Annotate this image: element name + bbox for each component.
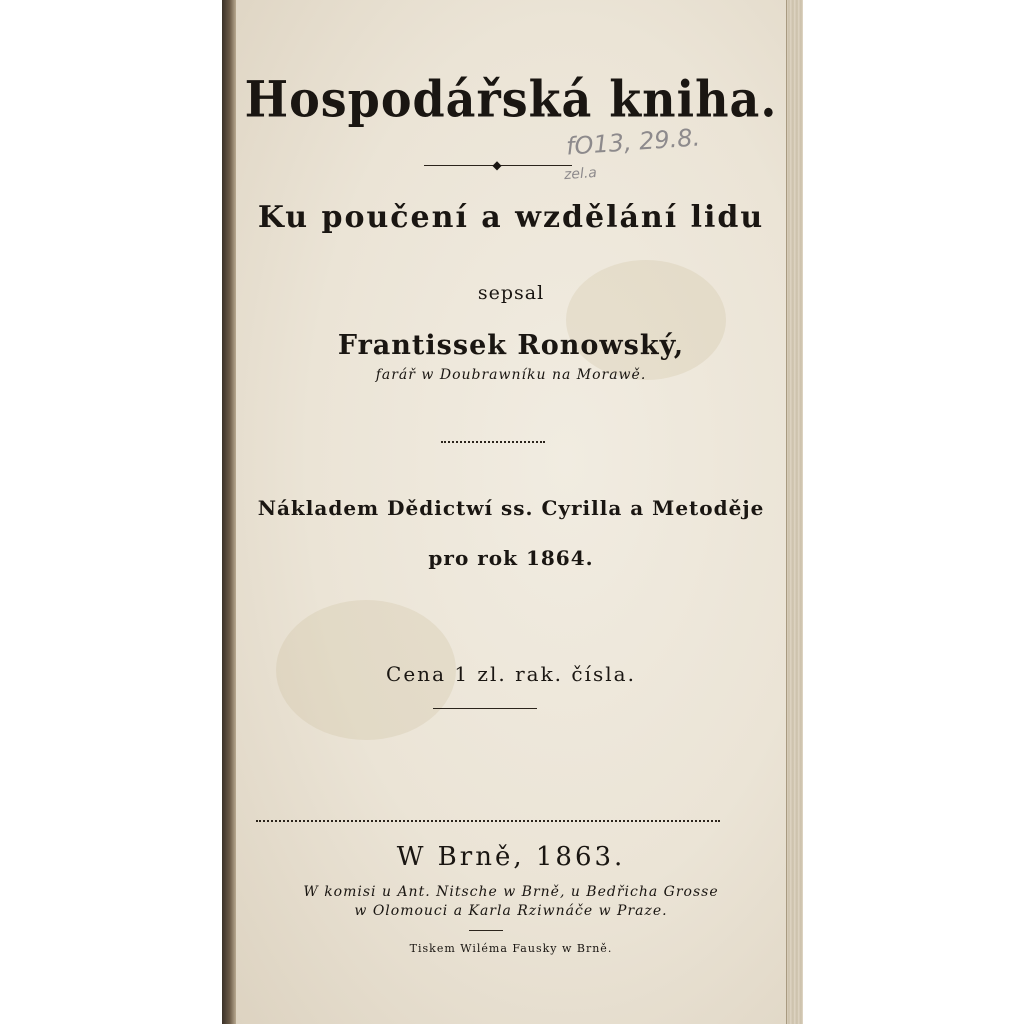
- price-line: Cena 1 zl. rak. čísla.: [386, 662, 636, 686]
- price-rule: [433, 708, 537, 709]
- imprint-place: W Brně, 1863.: [396, 842, 626, 872]
- author-role: farář w Doubrawníku na Morawě.: [375, 367, 647, 383]
- year-line: pro rok 1864.: [428, 546, 594, 570]
- by-line: sepsal: [477, 282, 545, 304]
- imprint-commission-2: w Olomouci a Karla Rziwnáče w Praze.: [354, 903, 668, 919]
- imprint-rule: [256, 820, 720, 822]
- book-subtitle: Ku poučení a wzdělání lidu: [257, 200, 765, 235]
- printer-line: Tiskem Wiléma Fausky w Brně.: [409, 942, 613, 955]
- publisher-line: Nákladem Dědictwí ss. Cyrilla a Metoděje: [257, 496, 765, 520]
- book-spine: [222, 0, 236, 1024]
- diamond-ornament-icon: ◆: [492, 158, 502, 172]
- author-name: Frantissek Ronowský,: [337, 330, 685, 361]
- title-page: [236, 0, 786, 1024]
- imprint-commission-1: W komisi u Ant. Nitsche w Brně, u Bedřicha Grosse: [303, 884, 719, 900]
- page-edges: [786, 0, 803, 1024]
- printer-rule: [469, 930, 503, 931]
- handwritten-note-line-1: fO13, 29.8.: [565, 123, 702, 161]
- handwritten-note-line-2: zel.a: [563, 164, 598, 184]
- book-title: Hospodářská kniha.: [244, 69, 778, 129]
- author-rule: [441, 441, 545, 443]
- paper-stain: [566, 260, 726, 380]
